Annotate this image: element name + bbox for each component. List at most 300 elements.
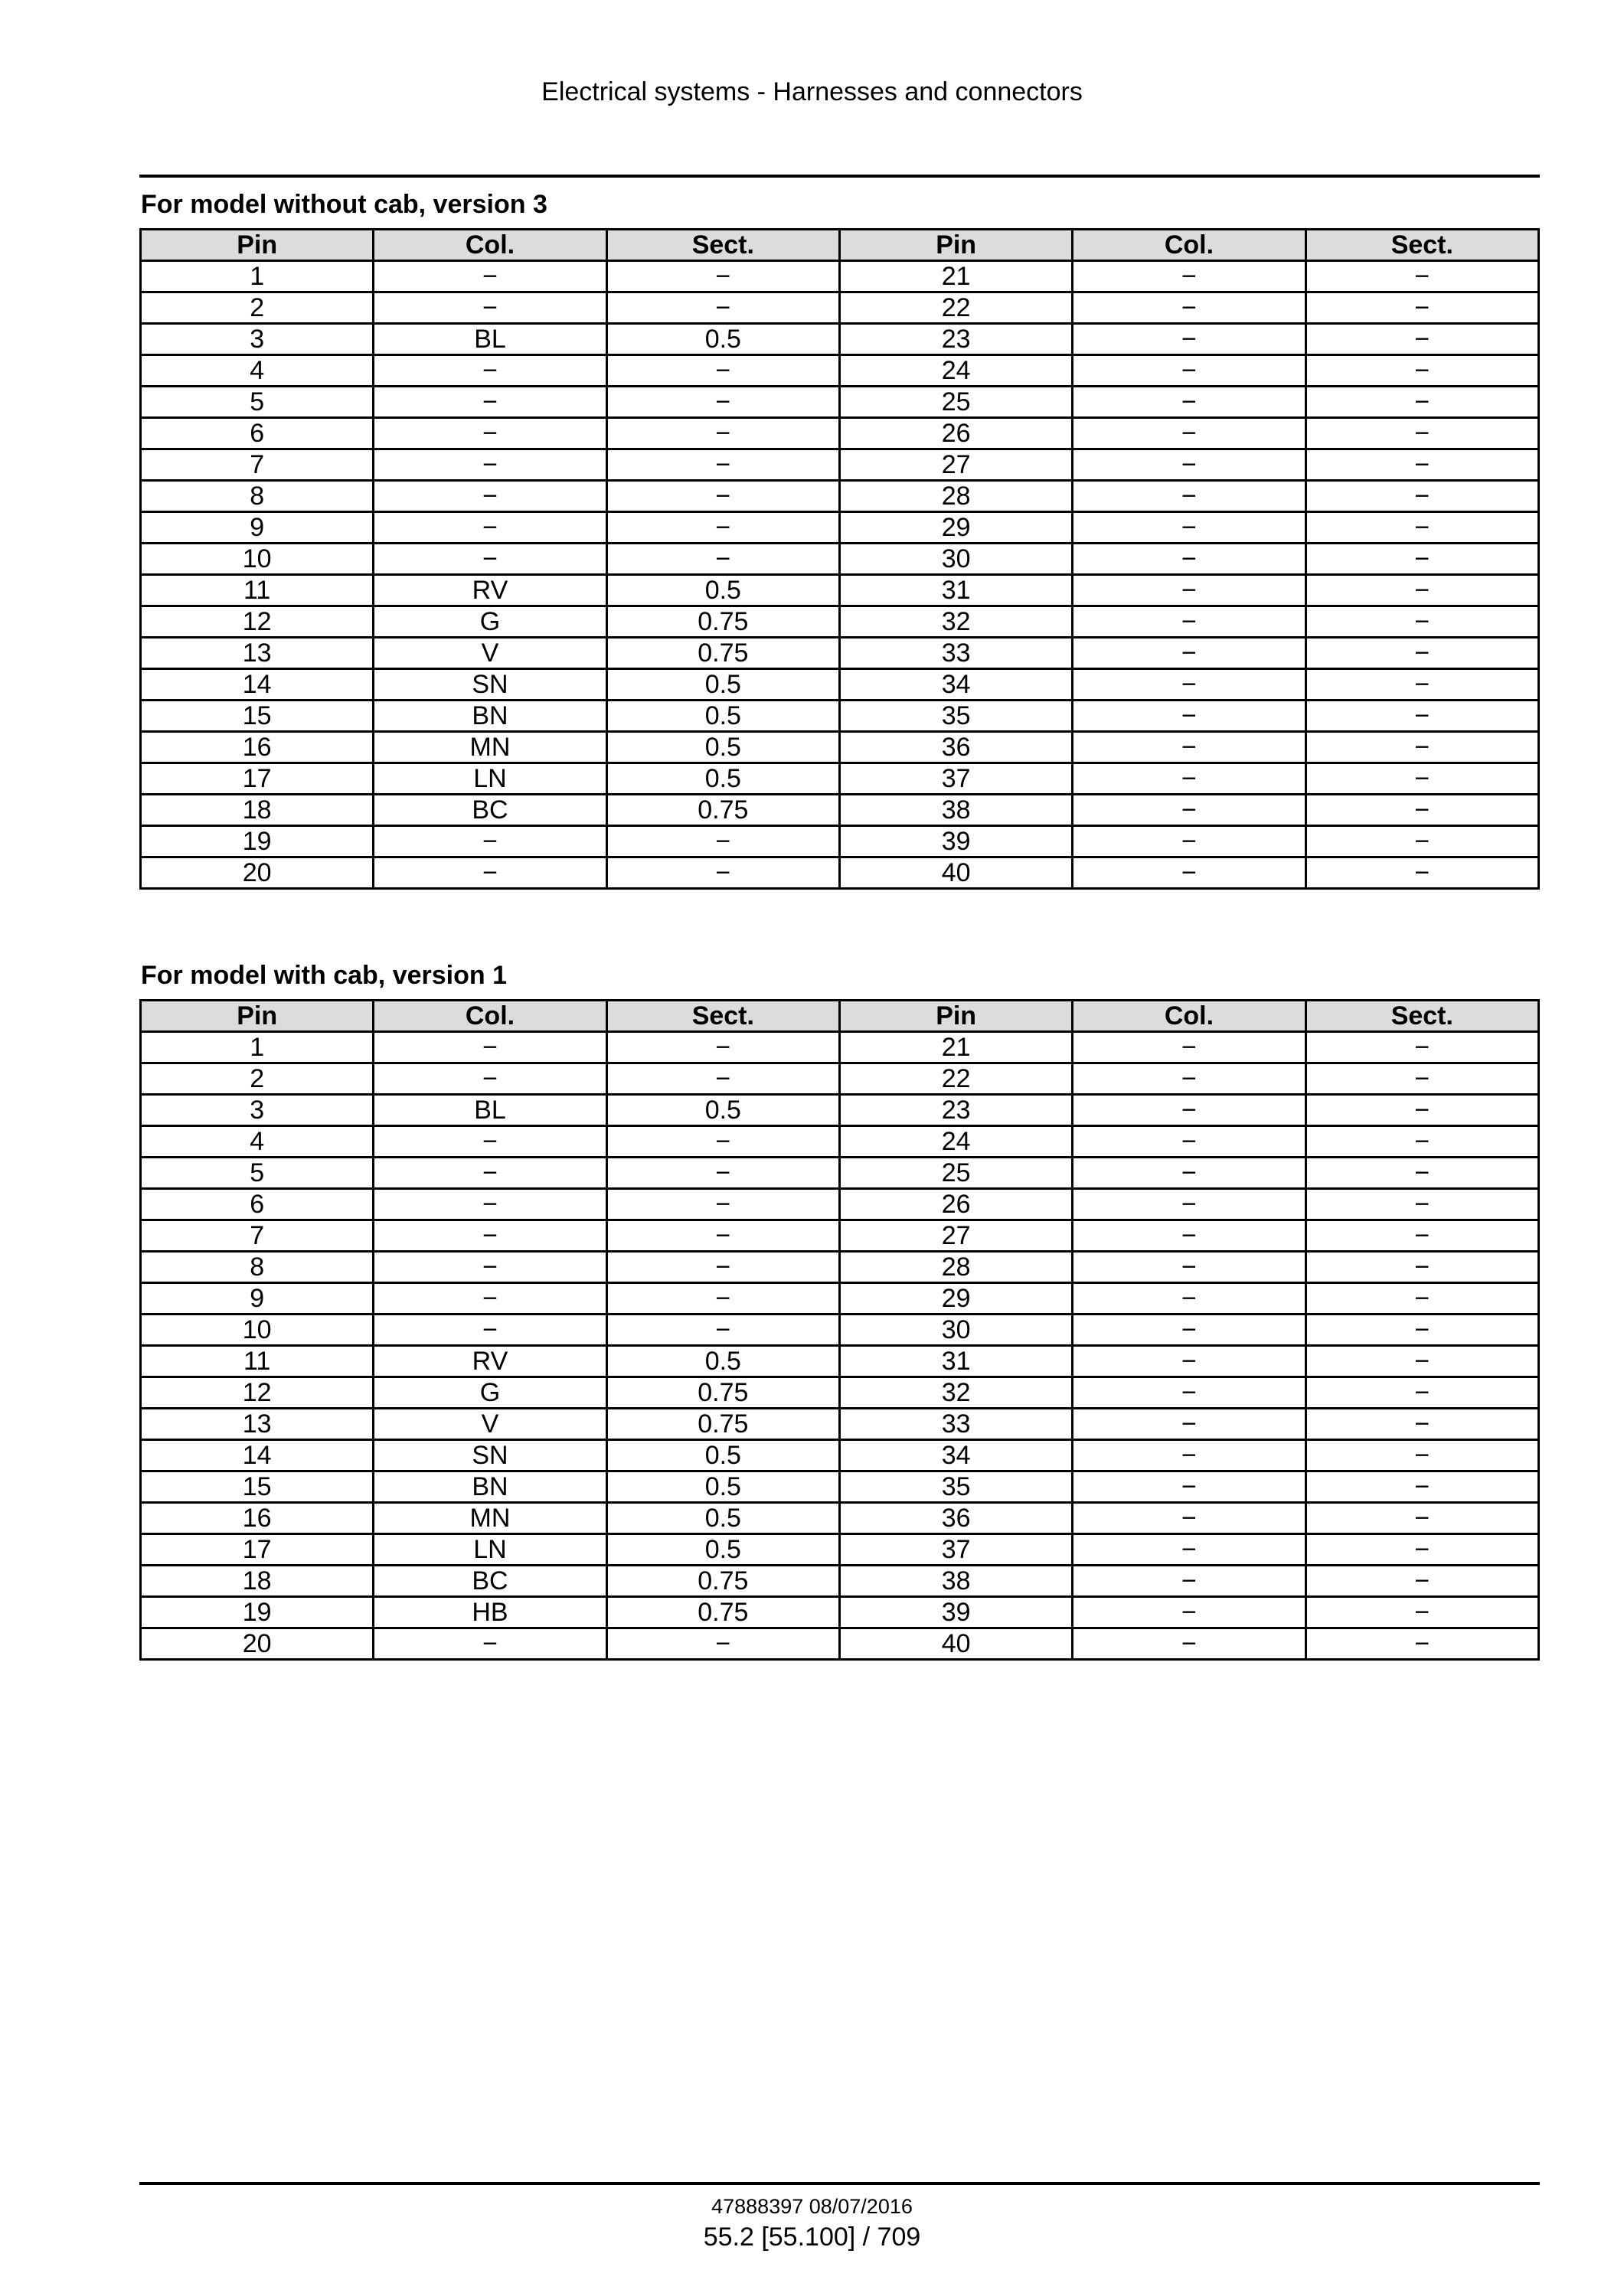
- section-heading-with-cab: For model with cab, version 1: [141, 961, 507, 990]
- table-row: [141, 638, 1539, 669]
- table-cell: 14: [141, 1440, 374, 1471]
- table-cell: 13: [141, 1409, 374, 1440]
- table-cell: −: [1073, 1503, 1305, 1534]
- table-cell: −: [1305, 1252, 1538, 1283]
- table-cell: −: [1305, 1534, 1538, 1566]
- table-row: [141, 575, 1539, 606]
- table-row: [141, 1126, 1539, 1158]
- table-cell: −: [606, 512, 839, 544]
- table-cell: −: [1073, 418, 1305, 449]
- table-cell: 36: [839, 732, 1072, 763]
- table-cell: −: [606, 1126, 839, 1158]
- table-cell: −: [1305, 1628, 1538, 1660]
- table-row: [141, 1566, 1539, 1597]
- table-cell: 11: [141, 1346, 374, 1377]
- table-row: [141, 1189, 1539, 1220]
- table-cell: −: [1073, 1409, 1305, 1440]
- table-cell: HB: [374, 1597, 606, 1628]
- table-cell: 26: [839, 1189, 1072, 1220]
- table-cell: 33: [839, 1409, 1072, 1440]
- table-cell: 35: [839, 701, 1072, 732]
- table-cell: 19: [141, 1597, 374, 1628]
- table-cell: 22: [839, 1063, 1072, 1095]
- table-cell: −: [606, 449, 839, 481]
- table-cell: 0.5: [606, 763, 839, 795]
- table-cell: BC: [374, 795, 606, 826]
- table-cell: 40: [839, 857, 1072, 889]
- table-cell: BN: [374, 1471, 606, 1503]
- table-row: [141, 1409, 1539, 1440]
- table-cell: 0.75: [606, 795, 839, 826]
- table-cell: −: [374, 1189, 606, 1220]
- table-cell: 39: [839, 826, 1072, 857]
- table-cell: −: [374, 1220, 606, 1252]
- document-reference: 47888397 08/07/2016: [711, 2195, 913, 2218]
- table-cell: −: [1073, 732, 1305, 763]
- table-cell: 2: [141, 292, 374, 324]
- table-cell: −: [1073, 1628, 1305, 1660]
- table-cell: 6: [141, 418, 374, 449]
- table-cell: −: [606, 826, 839, 857]
- table-row: [141, 1503, 1539, 1534]
- table-cell: −: [1305, 418, 1538, 449]
- table-cell: −: [1305, 261, 1538, 292]
- table-cell: 0.75: [606, 638, 839, 669]
- running-header: Electrical systems - Harnesses and connectors: [541, 77, 1083, 106]
- column-header: Sect.: [1305, 1001, 1538, 1032]
- table-cell: 15: [141, 1471, 374, 1503]
- table-cell: 0.5: [606, 1503, 839, 1534]
- header-divider: [139, 175, 1540, 178]
- table-row: [141, 1315, 1539, 1346]
- section-heading-without-cab: For model without cab, version 3: [141, 190, 547, 219]
- table-row: [141, 1471, 1539, 1503]
- table-cell: −: [1073, 1220, 1305, 1252]
- table-row: [141, 795, 1539, 826]
- table-cell: −: [1073, 1032, 1305, 1063]
- table-cell: −: [374, 355, 606, 387]
- table-cell: −: [606, 1063, 839, 1095]
- table-cell: BC: [374, 1566, 606, 1597]
- table-cell: −: [374, 1283, 606, 1315]
- table-row: [141, 701, 1539, 732]
- table-cell: 0.5: [606, 1440, 839, 1471]
- table-cell: MN: [374, 1503, 606, 1534]
- table-cell: −: [1073, 512, 1305, 544]
- table-cell: −: [1073, 857, 1305, 889]
- table-cell: −: [1305, 355, 1538, 387]
- table-row: [141, 544, 1539, 575]
- table-row: [141, 1377, 1539, 1409]
- table-cell: 0.75: [606, 1377, 839, 1409]
- table-cell: 21: [839, 261, 1072, 292]
- table-cell: 33: [839, 638, 1072, 669]
- table-cell: 17: [141, 1534, 374, 1566]
- table-cell: 34: [839, 669, 1072, 701]
- table-cell: −: [1073, 481, 1305, 512]
- table-cell: −: [374, 481, 606, 512]
- table-cell: 25: [839, 1158, 1072, 1189]
- table-cell: −: [1305, 292, 1538, 324]
- table-cell: −: [374, 826, 606, 857]
- table-cell: 0.75: [606, 1597, 839, 1628]
- table-cell: −: [1305, 1189, 1538, 1220]
- table-cell: 9: [141, 1283, 374, 1315]
- table-cell: 0.5: [606, 324, 839, 355]
- table-cell: 31: [839, 575, 1072, 606]
- table-cell: 5: [141, 1158, 374, 1189]
- table-cell: −: [1305, 1126, 1538, 1158]
- column-header: Pin: [141, 230, 374, 261]
- table-cell: −: [1305, 449, 1538, 481]
- table-cell: 0.5: [606, 1534, 839, 1566]
- table-cell: −: [1073, 1346, 1305, 1377]
- table-cell: −: [1073, 324, 1305, 355]
- table-cell: −: [374, 1063, 606, 1095]
- table-cell: −: [1305, 1095, 1538, 1126]
- table-header-row: [141, 230, 1539, 261]
- table-cell: 8: [141, 481, 374, 512]
- table-cell: 3: [141, 324, 374, 355]
- table-cell: −: [606, 544, 839, 575]
- table-cell: −: [1305, 826, 1538, 857]
- table-cell: 40: [839, 1628, 1072, 1660]
- table-cell: −: [606, 292, 839, 324]
- table-cell: −: [1073, 763, 1305, 795]
- table-cell: −: [1073, 1377, 1305, 1409]
- table-cell: 7: [141, 1220, 374, 1252]
- table-cell: −: [606, 1628, 839, 1660]
- table-cell: −: [606, 387, 839, 418]
- table-row: [141, 1158, 1539, 1189]
- column-header: Col.: [1073, 230, 1305, 261]
- table-cell: 22: [839, 292, 1072, 324]
- table-cell: 11: [141, 575, 374, 606]
- table-cell: LN: [374, 1534, 606, 1566]
- table-cell: −: [606, 1189, 839, 1220]
- table-cell: BL: [374, 1095, 606, 1126]
- table-row: [141, 261, 1539, 292]
- table-cell: 15: [141, 701, 374, 732]
- column-header: Pin: [141, 1001, 374, 1032]
- table-cell: 2: [141, 1063, 374, 1095]
- table-cell: −: [1305, 1063, 1538, 1095]
- table-row: [141, 1346, 1539, 1377]
- table-cell: 18: [141, 795, 374, 826]
- table-cell: −: [374, 449, 606, 481]
- table-cell: −: [606, 481, 839, 512]
- table-cell: −: [1073, 701, 1305, 732]
- table-cell: G: [374, 606, 606, 638]
- table-cell: −: [1073, 826, 1305, 857]
- table-row: [141, 1597, 1539, 1628]
- table-cell: −: [1305, 1409, 1538, 1440]
- table-cell: BL: [374, 324, 606, 355]
- column-header: Col.: [1073, 1001, 1305, 1032]
- table-cell: −: [1305, 1032, 1538, 1063]
- table-cell: −: [374, 1158, 606, 1189]
- table-row: [141, 355, 1539, 387]
- table-cell: 37: [839, 1534, 1072, 1566]
- table-cell: −: [1073, 1189, 1305, 1220]
- table-cell: 32: [839, 1377, 1072, 1409]
- table-cell: −: [606, 1283, 839, 1315]
- table-cell: −: [1305, 1597, 1538, 1628]
- table-cell: −: [374, 1032, 606, 1063]
- table-cell: 13: [141, 638, 374, 669]
- table-cell: −: [1073, 1534, 1305, 1566]
- table-cell: 4: [141, 355, 374, 387]
- table-row: [141, 732, 1539, 763]
- table-cell: 29: [839, 1283, 1072, 1315]
- table-cell: 14: [141, 669, 374, 701]
- table-cell: 39: [839, 1597, 1072, 1628]
- table-row: [141, 1032, 1539, 1063]
- table-cell: 0.5: [606, 575, 839, 606]
- table-cell: 12: [141, 1377, 374, 1409]
- table-cell: 20: [141, 857, 374, 889]
- table-cell: −: [1305, 1158, 1538, 1189]
- table-cell: BN: [374, 701, 606, 732]
- table-cell: 17: [141, 763, 374, 795]
- pin-table-with-cab: [139, 999, 1540, 1661]
- table-cell: −: [1073, 669, 1305, 701]
- table-cell: −: [606, 1032, 839, 1063]
- table-row: [141, 387, 1539, 418]
- table-row: [141, 1628, 1539, 1660]
- table-cell: −: [1305, 763, 1538, 795]
- table-cell: −: [1305, 638, 1538, 669]
- table-row: [141, 449, 1539, 481]
- table-cell: −: [1305, 387, 1538, 418]
- table-cell: 0.75: [606, 1566, 839, 1597]
- table-cell: −: [374, 261, 606, 292]
- table-cell: 7: [141, 449, 374, 481]
- table-cell: −: [1073, 1252, 1305, 1283]
- table-cell: 12: [141, 606, 374, 638]
- table-cell: 0.5: [606, 1471, 839, 1503]
- table-cell: −: [1305, 1566, 1538, 1597]
- table-cell: −: [1305, 1503, 1538, 1534]
- table-cell: −: [1305, 795, 1538, 826]
- table-cell: −: [606, 1220, 839, 1252]
- table-cell: 26: [839, 418, 1072, 449]
- table-cell: −: [1305, 575, 1538, 606]
- column-header: Pin: [839, 230, 1072, 261]
- table-cell: −: [606, 355, 839, 387]
- table-row: [141, 1095, 1539, 1126]
- column-header: Sect.: [1305, 230, 1538, 261]
- table-cell: 36: [839, 1503, 1072, 1534]
- table-cell: −: [1073, 1126, 1305, 1158]
- table-cell: −: [1073, 1597, 1305, 1628]
- table-cell: 35: [839, 1471, 1072, 1503]
- table-cell: −: [606, 1158, 839, 1189]
- table-cell: 21: [839, 1032, 1072, 1063]
- table-cell: 5: [141, 387, 374, 418]
- table-cell: −: [374, 387, 606, 418]
- table-cell: −: [606, 1315, 839, 1346]
- table-cell: −: [1305, 701, 1538, 732]
- table-cell: 30: [839, 544, 1072, 575]
- table-cell: 0.5: [606, 669, 839, 701]
- table-cell: −: [1073, 261, 1305, 292]
- table-cell: 16: [141, 1503, 374, 1534]
- table-cell: −: [1305, 1220, 1538, 1252]
- table-row: [141, 1220, 1539, 1252]
- table-row: [141, 1063, 1539, 1095]
- pin-table-without-cab: [139, 228, 1540, 890]
- table-cell: 28: [839, 1252, 1072, 1283]
- table-cell: −: [1305, 1440, 1538, 1471]
- table-cell: 30: [839, 1315, 1072, 1346]
- table-cell: 31: [839, 1346, 1072, 1377]
- column-header: Col.: [374, 230, 606, 261]
- table-cell: 0.5: [606, 1346, 839, 1377]
- table-cell: −: [1073, 1095, 1305, 1126]
- table-cell: 38: [839, 795, 1072, 826]
- table-cell: −: [374, 1315, 606, 1346]
- table-cell: −: [1073, 1063, 1305, 1095]
- table-cell: −: [606, 1252, 839, 1283]
- table-cell: −: [1305, 544, 1538, 575]
- table-cell: 34: [839, 1440, 1072, 1471]
- column-header: Col.: [374, 1001, 606, 1032]
- table-row: [141, 1440, 1539, 1471]
- table-cell: −: [1073, 544, 1305, 575]
- table-cell: −: [374, 857, 606, 889]
- table-cell: −: [1073, 1283, 1305, 1315]
- page-number: 55.2 [55.100] / 709: [703, 2223, 921, 2252]
- table-cell: 0.75: [606, 606, 839, 638]
- table-cell: 29: [839, 512, 1072, 544]
- table-cell: SN: [374, 669, 606, 701]
- table-cell: −: [1073, 575, 1305, 606]
- table-cell: −: [1073, 1158, 1305, 1189]
- table-cell: 32: [839, 606, 1072, 638]
- table-cell: −: [1305, 857, 1538, 889]
- table-cell: −: [1073, 1471, 1305, 1503]
- table-row: [141, 1283, 1539, 1315]
- table-cell: −: [1305, 1315, 1538, 1346]
- table-cell: −: [1073, 638, 1305, 669]
- table-cell: −: [1305, 324, 1538, 355]
- table-cell: MN: [374, 732, 606, 763]
- table-cell: 10: [141, 1315, 374, 1346]
- table-cell: 0.75: [606, 1409, 839, 1440]
- table-cell: −: [1073, 795, 1305, 826]
- table-cell: G: [374, 1377, 606, 1409]
- table-row: [141, 418, 1539, 449]
- table-cell: 27: [839, 1220, 1072, 1252]
- table-cell: −: [1073, 1315, 1305, 1346]
- table-cell: −: [374, 1252, 606, 1283]
- table-row: [141, 1252, 1539, 1283]
- table-row: [141, 826, 1539, 857]
- table-cell: −: [1073, 292, 1305, 324]
- table-cell: −: [374, 418, 606, 449]
- table-cell: −: [1305, 1346, 1538, 1377]
- table-cell: 6: [141, 1189, 374, 1220]
- table-cell: 24: [839, 1126, 1072, 1158]
- table-cell: 9: [141, 512, 374, 544]
- column-header: Sect.: [606, 230, 839, 261]
- table-cell: −: [1305, 669, 1538, 701]
- table-cell: −: [374, 1628, 606, 1660]
- table-cell: 8: [141, 1252, 374, 1283]
- table-cell: −: [1305, 481, 1538, 512]
- table-cell: 10: [141, 544, 374, 575]
- table-cell: 18: [141, 1566, 374, 1597]
- table-cell: −: [374, 1126, 606, 1158]
- table-cell: 23: [839, 324, 1072, 355]
- table-cell: 25: [839, 387, 1072, 418]
- table-cell: 0.5: [606, 1095, 839, 1126]
- table-row: [141, 763, 1539, 795]
- table-cell: −: [1073, 606, 1305, 638]
- table-cell: V: [374, 638, 606, 669]
- table-row: [141, 1534, 1539, 1566]
- table-cell: −: [1305, 732, 1538, 763]
- column-header: Sect.: [606, 1001, 839, 1032]
- table-cell: −: [1305, 1471, 1538, 1503]
- footer-divider: [139, 2182, 1540, 2185]
- table-row: [141, 512, 1539, 544]
- table-cell: −: [1305, 1377, 1538, 1409]
- table-cell: −: [606, 261, 839, 292]
- table-cell: 28: [839, 481, 1072, 512]
- table-cell: 37: [839, 763, 1072, 795]
- table-cell: 1: [141, 261, 374, 292]
- table-cell: −: [1305, 606, 1538, 638]
- table-cell: 1: [141, 1032, 374, 1063]
- table-cell: 19: [141, 826, 374, 857]
- table-cell: 16: [141, 732, 374, 763]
- table-cell: 38: [839, 1566, 1072, 1597]
- table-cell: SN: [374, 1440, 606, 1471]
- table-cell: 20: [141, 1628, 374, 1660]
- table-header-row: [141, 1001, 1539, 1032]
- table-cell: −: [1073, 387, 1305, 418]
- table-cell: −: [1073, 1440, 1305, 1471]
- table-row: [141, 292, 1539, 324]
- table-cell: LN: [374, 763, 606, 795]
- table-cell: −: [606, 418, 839, 449]
- table-cell: 3: [141, 1095, 374, 1126]
- table-cell: −: [1073, 1566, 1305, 1597]
- table-cell: −: [1305, 1283, 1538, 1315]
- table-row: [141, 857, 1539, 889]
- table-row: [141, 669, 1539, 701]
- table-row: [141, 324, 1539, 355]
- table-cell: −: [606, 857, 839, 889]
- table-cell: −: [374, 544, 606, 575]
- table-cell: 23: [839, 1095, 1072, 1126]
- table-cell: −: [1305, 512, 1538, 544]
- table-cell: −: [1073, 355, 1305, 387]
- table-row: [141, 481, 1539, 512]
- table-cell: −: [374, 512, 606, 544]
- table-cell: 0.5: [606, 701, 839, 732]
- table-row: [141, 606, 1539, 638]
- table-cell: RV: [374, 575, 606, 606]
- table-cell: 27: [839, 449, 1072, 481]
- table-cell: −: [1073, 449, 1305, 481]
- table-cell: 0.5: [606, 732, 839, 763]
- table-cell: 24: [839, 355, 1072, 387]
- table-cell: 4: [141, 1126, 374, 1158]
- table-cell: RV: [374, 1346, 606, 1377]
